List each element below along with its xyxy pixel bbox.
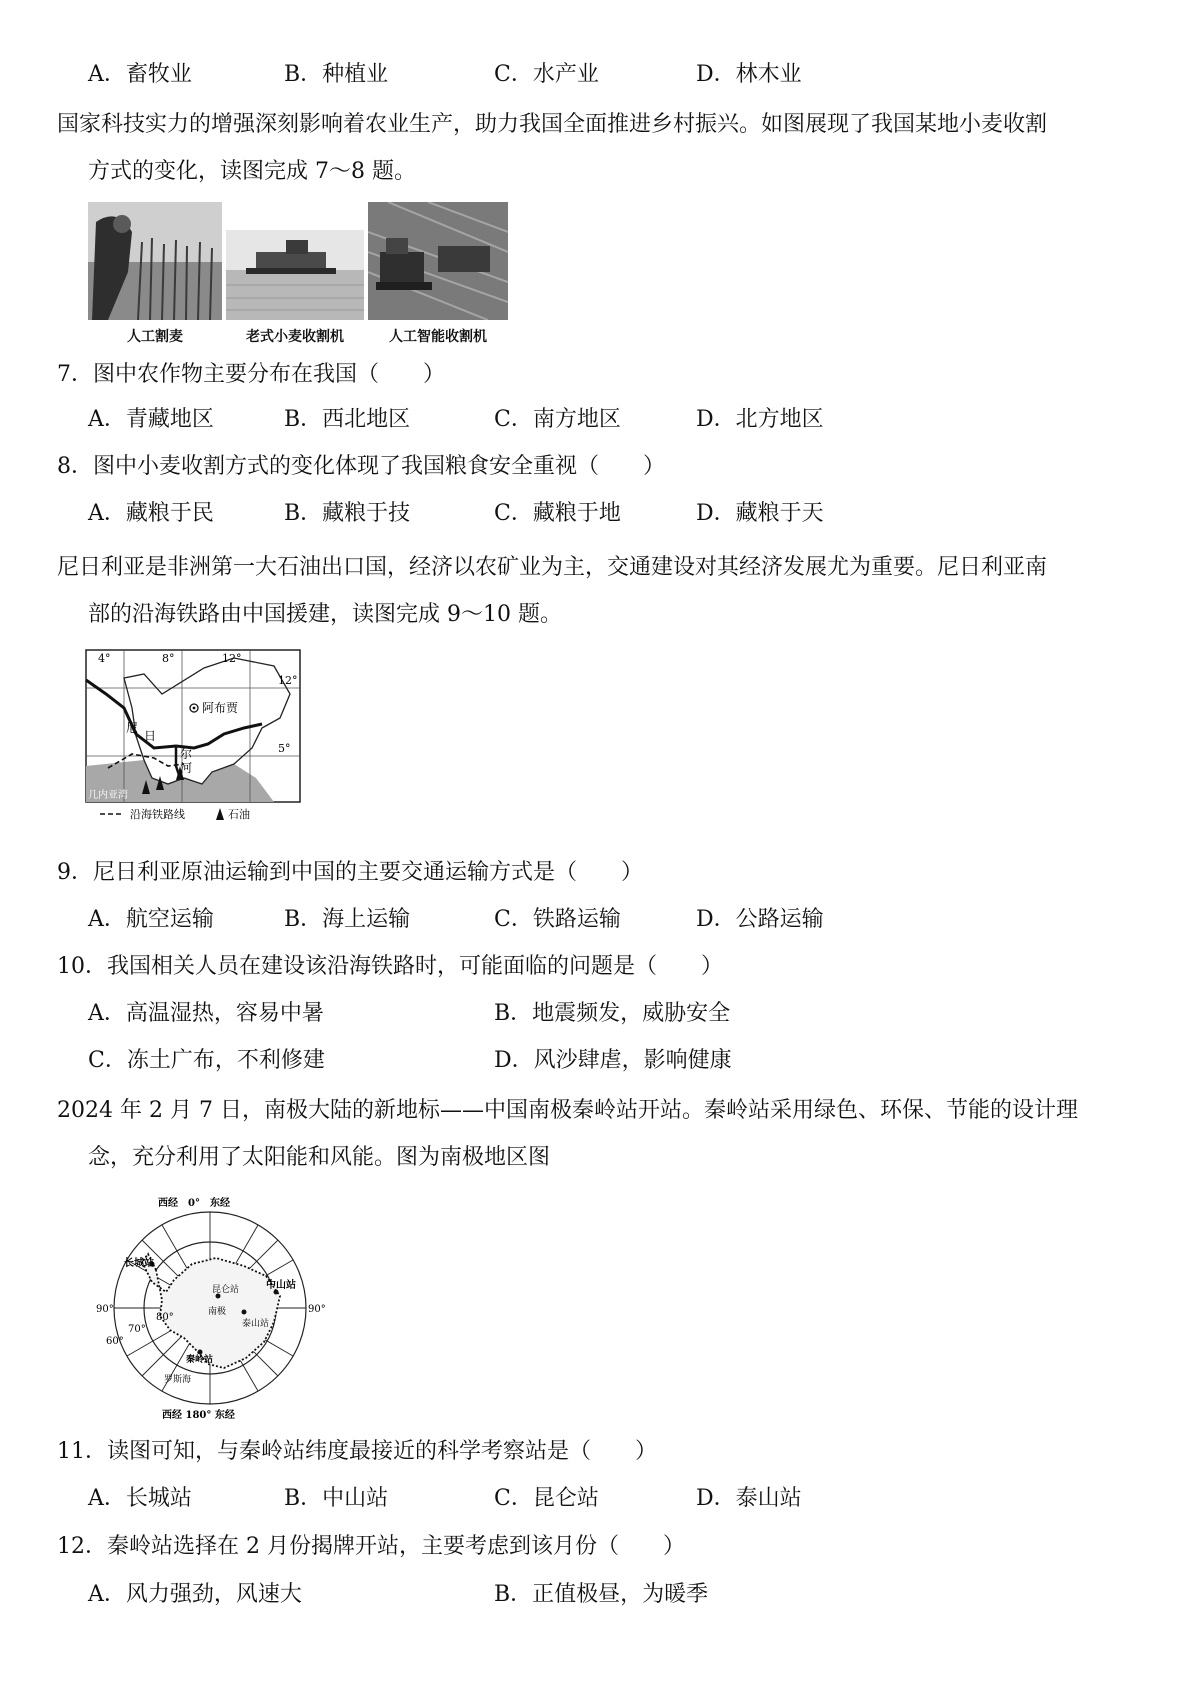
q6-option-b[interactable]: B．种植业: [284, 62, 389, 87]
q7-stem: 7．图中农作物主要分布在我国（ ）: [57, 362, 445, 387]
q8-option-a[interactable]: A．藏粮于民: [88, 501, 214, 526]
nigeria-map: [84, 648, 304, 828]
q9-option-d[interactable]: D．公路运输: [696, 907, 824, 932]
passage-9-10-line1: 尼日利亚是非洲第一大石油出口国，经济以农矿业为主，交通建设对其经济发展尤为重要。尼日利亚南: [57, 555, 1048, 580]
lat-70-label: 70°: [128, 1324, 146, 1335]
top-meridian-label: 西经 0° 东经: [158, 1198, 230, 1209]
ross-sea-label: 罗斯海: [164, 1375, 192, 1385]
q8-option-b[interactable]: B．藏粮于技: [284, 501, 411, 526]
lat-label-12: 12°: [278, 674, 298, 687]
lat-60-label: 60°: [106, 1336, 124, 1347]
wheat-harvest-figure: [88, 202, 508, 352]
q7-option-d[interactable]: D．北方地区: [696, 407, 824, 432]
caption-ai-harvester: 人工智能收割机: [389, 329, 487, 345]
q8-option-d[interactable]: D．藏粮于天: [696, 501, 824, 526]
old-harvester-photo: [226, 230, 364, 320]
q10-option-d[interactable]: D．风沙肆虐，影响健康: [494, 1048, 732, 1073]
q10-option-b[interactable]: B．地震频发，威胁安全: [494, 1001, 731, 1026]
lat-80-label: 80°: [156, 1312, 174, 1323]
bottom-meridian-label: 西经 180° 东经: [162, 1410, 235, 1420]
q8-option-c[interactable]: C．藏粮于地: [494, 501, 621, 526]
river-char-3: 尔: [180, 747, 193, 761]
lat-label-5: 5°: [278, 742, 291, 755]
passage-11-12-line2: 念，充分利用了太阳能和风能。图为南极地区图: [88, 1145, 551, 1170]
station-qinling: 秦岭站: [186, 1355, 214, 1365]
station-changcheng: 长城站: [124, 1258, 154, 1269]
left-lon-label: 90°: [96, 1304, 114, 1315]
q11-option-c[interactable]: C．昆仑站: [494, 1486, 599, 1511]
caption-old-harvester: 老式小麦收割机: [246, 329, 344, 345]
gulf-label: 几内亚湾: [88, 790, 128, 801]
passage-7-8-line1: 国家科技实力的增强深刻影响着农业生产，助力我国全面推进乡村振兴。如图展现了我国某地小麦收割: [57, 112, 1048, 137]
q7-option-c[interactable]: C．南方地区: [494, 407, 621, 432]
legend-railway: 沿海铁路线: [130, 808, 185, 821]
q12-option-b[interactable]: B．正值极昼，为暖季: [494, 1582, 709, 1607]
antarctic-map: [96, 1192, 332, 1420]
q11-option-d[interactable]: D．泰山站: [696, 1486, 802, 1511]
q9-option-c[interactable]: C．铁路运输: [494, 907, 621, 932]
q10-option-a[interactable]: A．高温湿热，容易中暑: [88, 1001, 324, 1026]
station-zhongshan: 中山站: [266, 1280, 296, 1291]
q6-option-c[interactable]: C．水产业: [494, 62, 599, 87]
river-char-4: 河: [180, 761, 193, 775]
capital-label: 阿布贾: [202, 701, 239, 715]
q9-option-b[interactable]: B．海上运输: [284, 907, 411, 932]
river-char-1: 尼: [126, 721, 139, 735]
passage-7-8-line2: 方式的变化，读图完成 7～8 题。: [88, 159, 416, 184]
q11-stem: 11．读图可知，与秦岭站纬度最接近的科学考察站是（ ）: [57, 1439, 657, 1464]
q12-option-a[interactable]: A．风力强劲，风速大: [88, 1582, 302, 1607]
q8-stem: 8．图中小麦收割方式的变化体现了我国粮食安全重视（ ）: [57, 454, 665, 479]
q6-option-d[interactable]: D．林木业: [696, 62, 802, 87]
lon-label-4: 4°: [98, 652, 111, 665]
lon-label-8: 8°: [162, 652, 175, 665]
south-pole-label: 南极: [208, 1307, 227, 1317]
right-lon-label: 90°: [308, 1304, 326, 1315]
q9-stem: 9．尼日利亚原油运输到中国的主要交通运输方式是（ ）: [57, 860, 643, 885]
ai-harvester-photo: [368, 202, 508, 320]
q7-option-b[interactable]: B．西北地区: [284, 407, 411, 432]
q9-option-a[interactable]: A．航空运输: [88, 907, 214, 932]
station-taishan: 泰山站: [242, 1319, 270, 1329]
station-kunlun: 昆仑站: [212, 1285, 240, 1295]
q6-option-a[interactable]: A．畜牧业: [88, 62, 192, 87]
q7-option-a[interactable]: A．青藏地区: [88, 407, 214, 432]
q10-option-c[interactable]: C．冻土广布，不利修建: [88, 1048, 325, 1073]
river-char-2: 日: [144, 729, 157, 743]
lon-label-12: 12°: [222, 652, 242, 665]
caption-manual: 人工割麦: [127, 329, 183, 345]
legend-oil: 石油: [228, 808, 250, 821]
q12-stem: 12．秦岭站选择在 2 月份揭牌开站，主要考虑到该月份（ ）: [57, 1534, 685, 1559]
passage-9-10-line2: 部的沿海铁路由中国援建，读图完成 9～10 题。: [88, 602, 562, 627]
passage-11-12-line1: 2024 年 2 月 7 日，南极大陆的新地标——中国南极秦岭站开站。秦岭站采用绿色、环保、节能的设计理: [57, 1098, 1078, 1123]
manual-harvest-photo: [88, 202, 222, 320]
q11-option-a[interactable]: A．长城站: [88, 1486, 192, 1511]
q11-option-b[interactable]: B．中山站: [284, 1486, 389, 1511]
q10-stem: 10．我国相关人员在建设该沿海铁路时，可能面临的问题是（ ）: [57, 954, 723, 979]
